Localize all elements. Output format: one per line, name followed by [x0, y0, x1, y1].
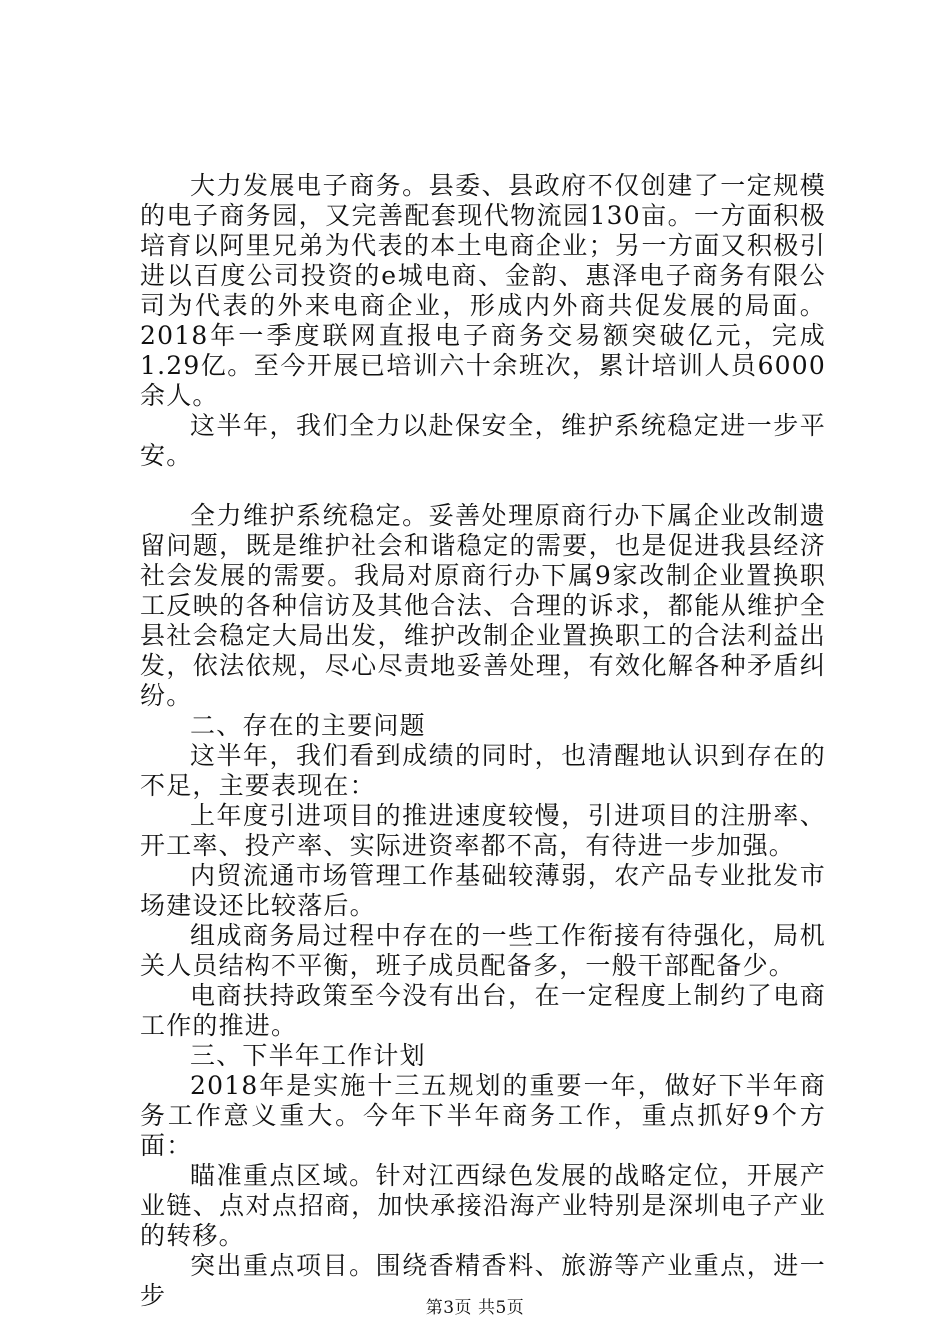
- document-body: [140, 171, 826, 1311]
- paragraph-safety-summary: 这半年，我们全力以赴保安全，维护系统稳定进一步平安。: [140, 411, 826, 470]
- paragraph-problem-projects: 上年度引进项目的推进速度较慢，引进项目的注册率、开工率、投产率、实际进资率都不高，有待进一步加强。: [140, 801, 826, 860]
- page-footer: [0, 1298, 950, 1318]
- section-heading-plan: 三、下半年工作计划: [190, 1041, 426, 1070]
- paragraph-plan-intro: 2018年是实施十三五规划的重要一年，做好下半年商务工作意义重大。今年下半年商务工作，重点抓好9个方面：: [140, 1071, 826, 1160]
- paragraph-ecommerce: 大力发展电子商务。县委、县政府不仅创建了一定规模的电子商务园，又完善配套现代物流园130亩。一方面积极培育以阿里兄弟为代表的本土电商企业；另一方面又积极引进以百度公司投资的e城电商、金韵、惠泽电子商务有限公司为代表的外来电商企业，形成内外商共促发展的局面。2018年一季度联网直报电子商务交易额突破亿元，完成1.29亿。至今开展已培训六十余班次，累计培训人员6000余人。: [140, 171, 826, 410]
- paragraph-problem-market: 内贸流通市场管理工作基础较薄弱，农产品专业批发市场建设还比较落后。: [140, 861, 826, 920]
- paragraph-plan-regions: 瞄准重点区域。针对江西绿色发展的战略定位，开展产业链、点对点招商，加快承接沿海产业特别是深圳电子产业的转移。: [140, 1161, 826, 1250]
- page-number-label: 第3页 共5页: [425, 1298, 525, 1318]
- section-heading-problems: 二、存在的主要问题: [190, 711, 426, 740]
- paragraph-plan-projects: 突出重点项目。围绕香精香料、旅游等产业重点，进一步: [140, 1251, 826, 1310]
- paragraph-problem-policy: 电商扶持政策至今没有出台，在一定程度上制约了电商工作的推进。: [140, 981, 826, 1040]
- paragraph-system-stability: 全力维护系统稳定。妥善处理原商行办下属企业改制遗留问题，既是维护社会和谐稳定的需要，也是促进我县经济社会发展的需要。我局对原商行办下属9家改制企业置换职工反映的各种信访及其他合法、合理的诉求，都能从维护全县社会稳定大局出发，维护改制企业置换职工的合法利益出发，依法依规，尽心尽责地妥善处理，有效化解各种矛盾纠纷。: [140, 501, 826, 710]
- paragraph-problem-staffing: 组成商务局过程中存在的一些工作衔接有待强化，局机关人员结构不平衡，班子成员配备多，一般干部配备少。: [140, 921, 826, 980]
- paragraph-problems-intro: 这半年，我们看到成绩的同时，也清醒地认识到存在的不足，主要表现在：: [140, 741, 826, 800]
